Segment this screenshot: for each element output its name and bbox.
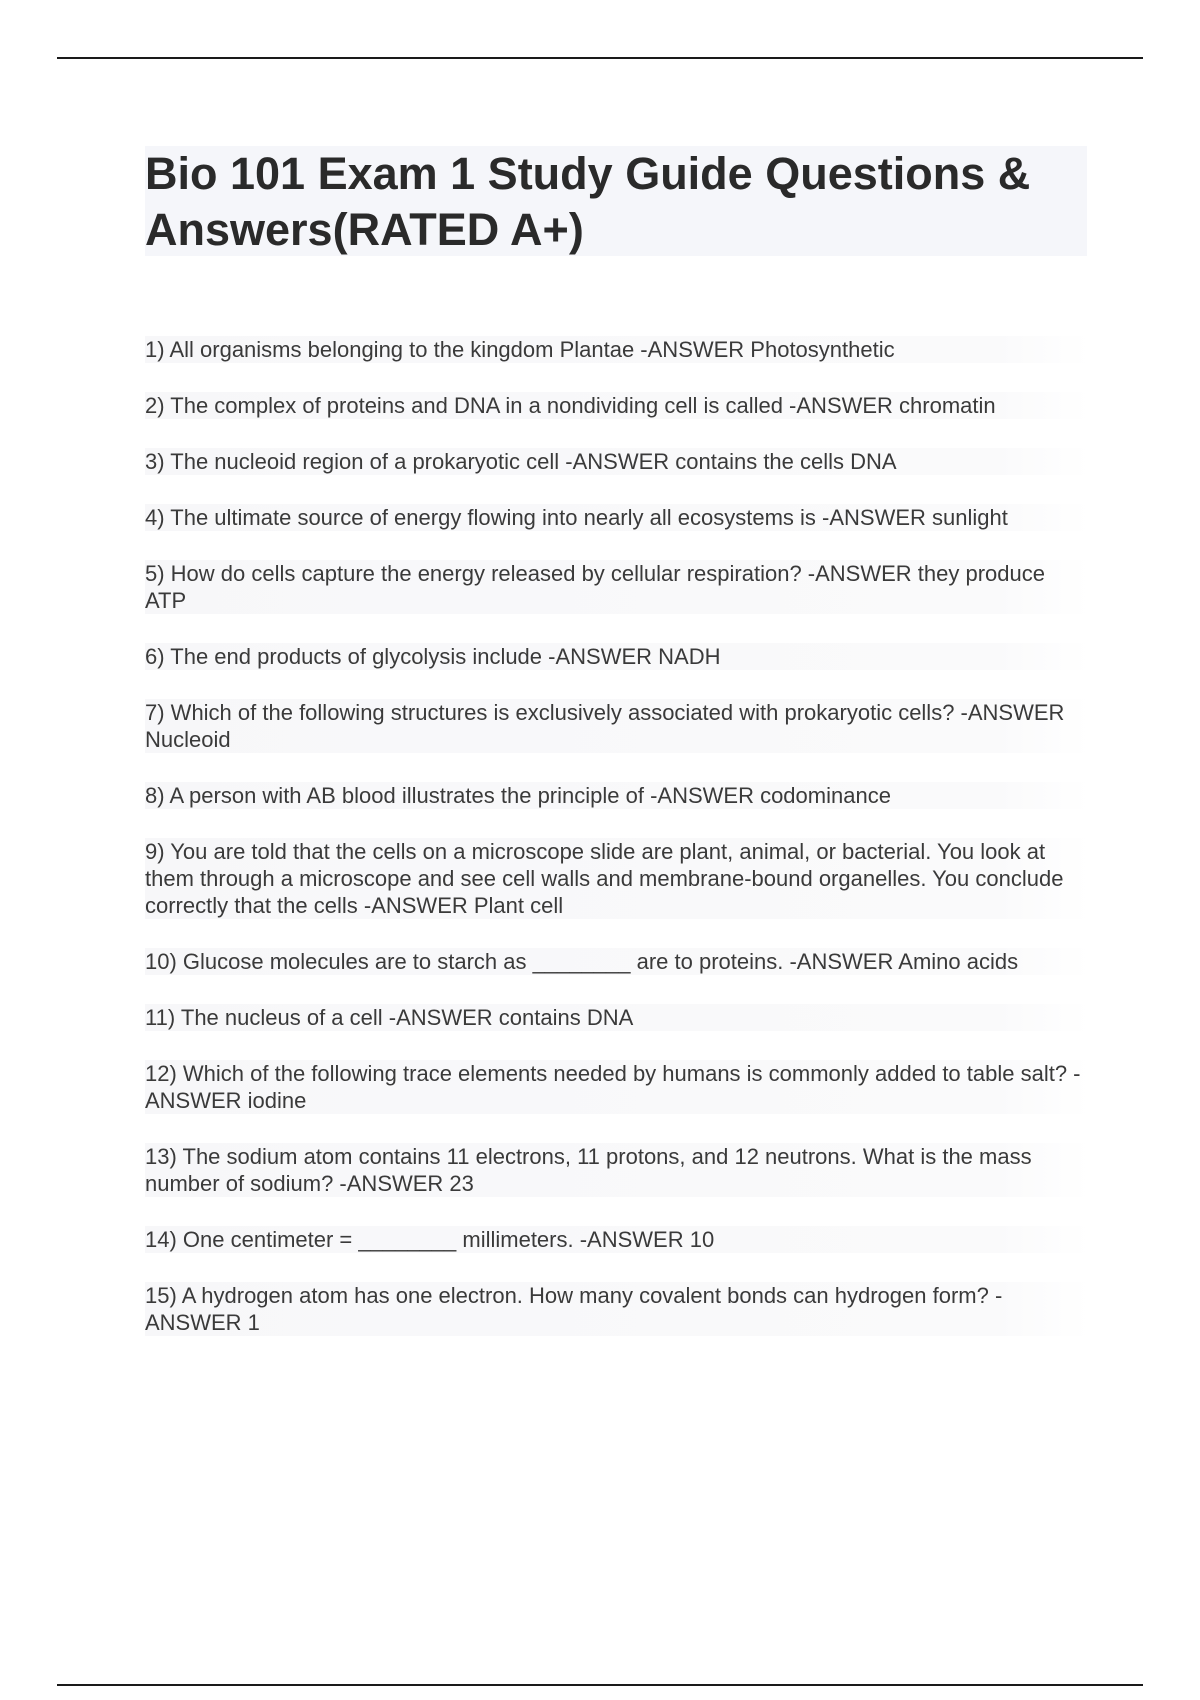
- qa-item-8: 8) A person with AB blood illustrates the principle of -ANSWER codominance: [145, 782, 1090, 809]
- title-block: [145, 146, 1087, 256]
- qa-list: [145, 336, 1090, 1365]
- qa-item-15: 15) A hydrogen atom has one electron. How many covalent bonds can hydrogen form? -ANSWER 1: [145, 1282, 1090, 1336]
- qa-item-11: 11) The nucleus of a cell -ANSWER contains DNA: [145, 1004, 1090, 1031]
- qa-item-1: 1) All organisms belonging to the kingdom Plantae -ANSWER Photosynthetic: [145, 336, 1090, 363]
- qa-item-6: 6) The end products of glycolysis include -ANSWER NADH: [145, 643, 1090, 670]
- qa-item-13: 13) The sodium atom contains 11 electrons, 11 protons, and 12 neutrons. What is the mass number of sodium? -ANSWER 23: [145, 1143, 1090, 1197]
- qa-item-4: 4) The ultimate source of energy flowing into nearly all ecosystems is -ANSWER sunlight: [145, 504, 1090, 531]
- qa-item-7: 7) Which of the following structures is exclusively associated with prokaryotic cells? -ANSWER Nucleoid: [145, 699, 1090, 753]
- qa-item-9: 9) You are told that the cells on a microscope slide are plant, animal, or bacterial. You look at them through a microscope and see cell walls and membrane-bound organelles. You conclude correctly that the cells -ANSWER Plant cell: [145, 838, 1090, 919]
- page-title: Bio 101 Exam 1 Study Guide Questions & Answers(RATED A+): [145, 148, 1031, 255]
- qa-item-2: 2) The complex of proteins and DNA in a nondividing cell is called -ANSWER chromatin: [145, 392, 1090, 419]
- qa-item-12: 12) Which of the following trace elements needed by humans is commonly added to table salt? -ANSWER iodine: [145, 1060, 1090, 1114]
- qa-item-14: 14) One centimeter = ________ millimeters. -ANSWER 10: [145, 1226, 1090, 1253]
- top-rule: [57, 57, 1143, 59]
- qa-item-5: 5) How do cells capture the energy released by cellular respiration? -ANSWER they produce ATP: [145, 560, 1090, 614]
- qa-item-3: 3) The nucleoid region of a prokaryotic cell -ANSWER contains the cells DNA: [145, 448, 1090, 475]
- qa-item-10: 10) Glucose molecules are to starch as ________ are to proteins. -ANSWER Amino acids: [145, 948, 1090, 975]
- bottom-rule: [57, 1684, 1143, 1686]
